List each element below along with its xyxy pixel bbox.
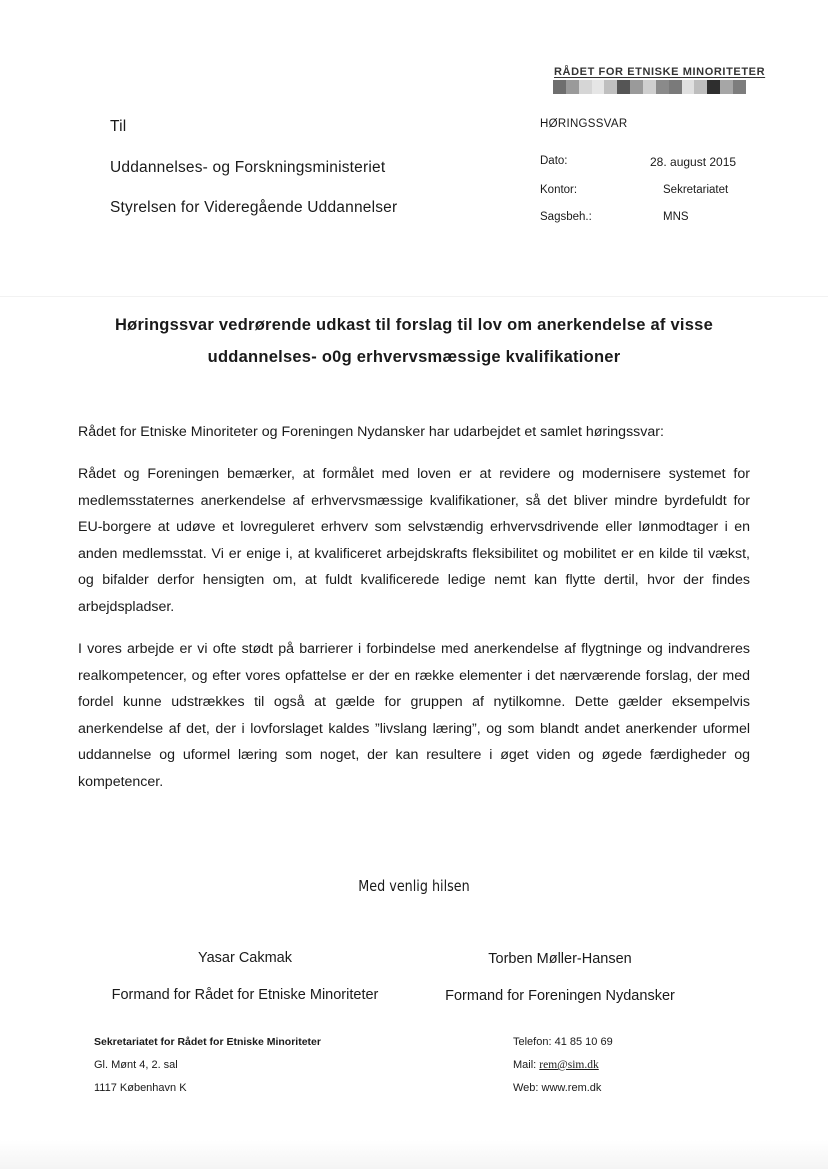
logo-color-block [694, 80, 707, 94]
signatory-left-role: Formand for Rådet for Etniske Minoriteter [111, 987, 379, 1003]
body-paragraph-1: Rådet og Foreningen bemærker, at formålet med loven er at revidere og modernisere systemet for medlemsstaternes anerkendelse af erhvervsmæssige kvalifikationer, så det bliver mindre byrdefuldt for EU-borgere at udøve et lovreguleret erhverv som selvstændig erhvervsdrivende eller lønmodtager i en anden medlemsstat. Vi er enige i, at kvalificeret arbejdskrafts fleksibilitet og mobilitet er en kilde til vækst, og bifalder derfor hensigten om, at fuldt kvalificerede ledige nemt kan flytte dertil, hvor der findes arbejdspladser. [78, 466, 750, 615]
document-type: HØRINGSSVAR [540, 118, 628, 130]
recipient-line-3: Styrelsen for Videregående Uddannelser [110, 199, 398, 216]
scan-fold-line [0, 296, 828, 297]
logo-color-block [720, 80, 733, 94]
logo-color-block [643, 80, 656, 94]
document-title-line-2: uddannelses- o0g erhvervsmæssige kvalifikationer [207, 348, 621, 366]
footer-phone: Telefon: 41 85 10 69 [513, 1036, 613, 1048]
organization-logo-text: RÅDET FOR ETNISKE MINORITETER [554, 66, 766, 78]
signatory-right-name: Torben Møller-Hansen [488, 951, 632, 967]
footer-address-line-2: 1117 København K [94, 1082, 187, 1094]
logo-color-block [630, 80, 643, 94]
logo-color-block [617, 80, 630, 94]
date-label: Dato: [540, 155, 568, 167]
logo-color-block [707, 80, 720, 94]
body-paragraph-2: I vores arbejde er vi ofte stødt på barrierer i forbindelse med anerkendelse af flygtninge og indvandreres realkompetencer, og efter vores opfattelse er der en række elementer i det nærværende forslag, der med fordel kunne udstrækkes til også at gælde for gruppen af nytilkomne. Dette gælder eksempelvis anerkendelse af det, der i lovforslaget kaldes ”livslang læring”, og som blandt andet anerkender uformel uddannelse og uformel læring som noget, der kan resultere i øget viden og øgede færdigheder og kompetencer. [78, 641, 750, 790]
date-value: 28. august 2015 [650, 155, 737, 169]
footer-web[interactable]: Web: www.rem.dk [513, 1082, 602, 1094]
case-handler-label: Sagsbeh.: [540, 211, 592, 223]
logo-color-block [553, 80, 566, 94]
logo-color-block [592, 80, 605, 94]
signatory-left-name: Yasar Cakmak [197, 950, 292, 966]
footer-address-line-1: Gl. Mønt 4, 2. sal [94, 1059, 178, 1071]
case-handler-value: MNS [663, 211, 689, 223]
logo-color-block [682, 80, 695, 94]
scan-bottom-edge [0, 1140, 828, 1169]
office-label: Kontor: [540, 184, 578, 196]
logo-color-block [733, 80, 746, 94]
logo-color-block [604, 80, 617, 94]
recipient-line-2: Uddannelses- og Forskningsministeriet [110, 159, 386, 176]
footer-organization: Sekretariatet for Rådet for Etniske Minoriteter [94, 1036, 321, 1048]
recipient-line-1: Til [110, 118, 127, 135]
logo-color-block [579, 80, 592, 94]
logo-color-block [566, 80, 579, 94]
footer-mail-link[interactable]: rem@sim.dk [539, 1059, 599, 1071]
footer-mail-label: Mail: [513, 1059, 537, 1071]
intro-paragraph: Rådet for Etniske Minoriteter og Foreningen Nydansker har udarbejdet et samlet høringssvar: [78, 424, 664, 440]
signatory-right-role: Formand for Foreningen Nydansker [445, 988, 675, 1004]
office-value: Sekretariatet [663, 184, 729, 196]
logo-color-block [669, 80, 682, 94]
document-title-line-1: Høringssvar vedrørende udkast til forslag til lov om anerkendelse af visse [114, 316, 714, 334]
logo-color-block [656, 80, 669, 94]
organization-logo-bar [553, 80, 746, 94]
closing-greeting: Med venlig hilsen [358, 877, 470, 895]
footer-mail [513, 1059, 599, 1071]
